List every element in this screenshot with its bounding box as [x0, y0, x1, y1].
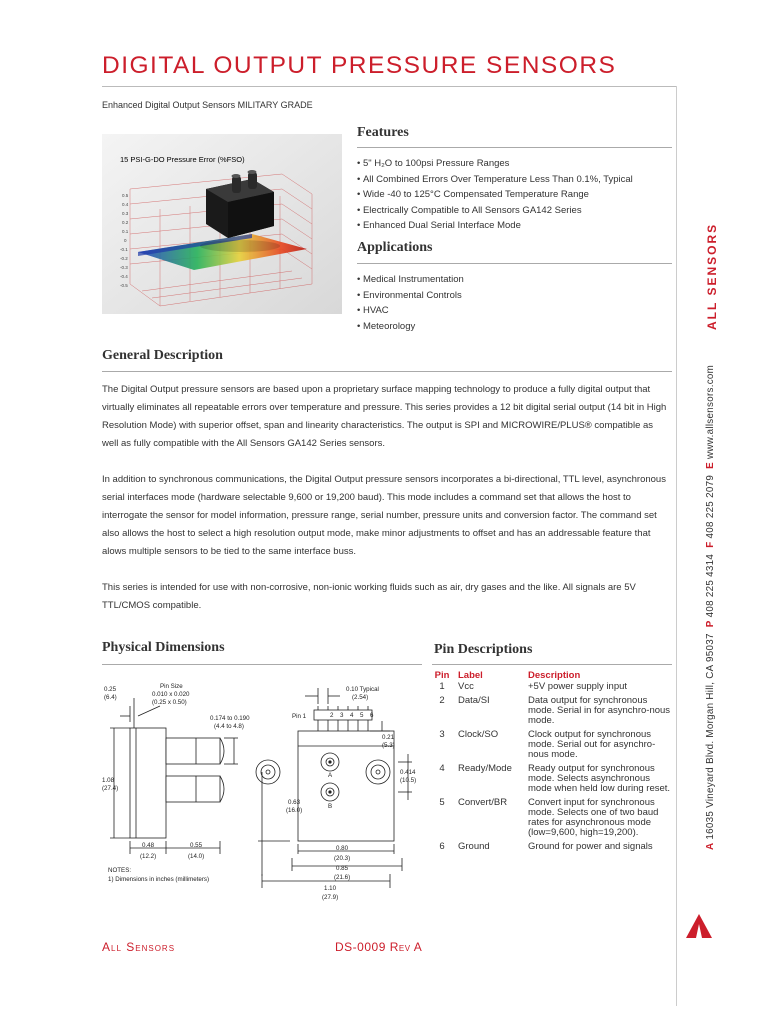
product-photo — [102, 134, 342, 314]
table-row — [432, 730, 672, 764]
dim-label: 1.10 — [324, 885, 337, 892]
notes-text: 1) Dimensions in inches (millimeters) — [108, 876, 210, 883]
table-row — [432, 764, 672, 798]
pin-description: Data output for synchronous mode. Serial in for asynchro-nous mode. — [528, 695, 671, 726]
sidebar-contact — [705, 365, 716, 850]
sidebar-phone: 408 225 4314 — [705, 553, 716, 618]
application-item: • Meteorology — [357, 319, 464, 335]
pin-number: 5 — [439, 797, 445, 808]
pin-number-label: 3 — [340, 712, 344, 719]
footer-company: All Sensors — [102, 940, 176, 954]
table-row — [432, 696, 672, 730]
svg-text:0.1: 0.1 — [122, 229, 129, 234]
port-a-label: A — [328, 772, 333, 779]
application-item: • Medical Instrumentation — [357, 272, 464, 288]
svg-text:0: 0 — [124, 238, 127, 243]
dim-label: 0.21 — [382, 734, 395, 741]
dim-label: 0.63 — [288, 799, 301, 806]
column-header-pin: Pin — [434, 669, 450, 681]
pin-table — [432, 668, 672, 856]
pin-description: +5V power supply input — [528, 681, 628, 692]
svg-text:0.4: 0.4 — [122, 202, 129, 207]
dim-label: (0.25 x 0.50) — [152, 699, 187, 706]
pin-descriptions-heading: Pin Descriptions — [434, 642, 533, 657]
photo-chart-title: 15 PSI-G-DO Pressure Error (%FSO) — [120, 155, 245, 164]
pin-number-label: 6 — [370, 712, 374, 719]
dim-label: 0.55 — [190, 842, 203, 849]
svg-text:-0.4: -0.4 — [120, 274, 128, 279]
features-list — [357, 156, 633, 234]
applications-heading: Applications — [357, 240, 433, 255]
sidebar-divider — [676, 86, 677, 1006]
application-item: • HVAC — [357, 303, 464, 319]
dim-label: (27.4) — [102, 785, 119, 792]
pin-number-label: 4 — [350, 712, 354, 719]
pin-label: Convert/BR — [458, 797, 508, 808]
fax-marker: F — [705, 541, 716, 548]
title-divider — [102, 86, 676, 87]
dim-label: (6.4) — [104, 694, 117, 701]
table-row — [432, 842, 672, 856]
pin-label: Data/SI — [458, 695, 490, 706]
pin-number: 3 — [439, 729, 445, 740]
pin-number: 6 — [439, 841, 445, 852]
pin-description: Clock output for synchronous mode. Serial out for asynchro-nous mode. — [528, 729, 656, 760]
table-row — [432, 682, 672, 696]
dim-label: Pin 1 — [292, 713, 307, 720]
dim-label: (27.9) — [322, 894, 339, 901]
dim-label: 1.08 — [102, 777, 115, 784]
general-divider — [102, 371, 672, 372]
features-heading: Features — [357, 125, 409, 140]
pin-number-label: 2 — [330, 712, 334, 719]
page-subtitle: Enhanced Digital Output Sensors MILITARY GRADE — [102, 100, 313, 110]
dim-label: (16.0) — [286, 807, 303, 814]
description-paragraph: In addition to synchronous communications, the Digital Output pressure sensors incorporates a bi-directional, TTL level, asynchronous serial interfaces mode (hardware selectable 9,600 or 19,200 baud). This mode includes a command set that allows the host to interrogate the sensor for model information, pressure range, serial number, pressure units and conversion factor. The command set also allows the host to select a high resolution output mode, make minor adjustments to offset and has an addressable feature that alows multiple sensors to be tied to the same interface buss. — [102, 474, 666, 557]
footer-doc-number: DS-0009 Rev A — [335, 940, 423, 954]
dim-label: 0.80 — [336, 845, 349, 852]
column-header-label: Label — [458, 669, 483, 681]
pin-description: Ground for power and signals — [528, 841, 653, 852]
sidebar-address: 16035 Vineyard Blvd. Morgan Hill, CA 95037 — [705, 633, 716, 840]
svg-text:0.5: 0.5 — [122, 193, 129, 198]
dim-label: Pin Size — [160, 683, 183, 690]
dim-label: (2.54) — [352, 694, 369, 701]
company-logo-icon — [684, 912, 714, 938]
physical-divider — [102, 664, 422, 665]
svg-text:-0.5: -0.5 — [120, 283, 128, 288]
dim-label: (10.5) — [400, 777, 417, 784]
notes-title: NOTES: — [108, 867, 132, 874]
description-paragraph: The Digital Output pressure sensors are based upon a proprietary surface mapping technology to produce a fully digital output that virtually eliminates all repeatable errors over temperature and pressure. This series provides a 12 bit digital serial output (14 bit in High Resolution Mode) with superior offset, span and linearity characteristics. The output is SPI and MICROWIRE/PLUS® compatible as well as fully compatible with the All Sensors GA142 Series sensors. — [102, 384, 667, 449]
pin-label: Ground — [458, 841, 490, 852]
port-b-label: B — [328, 803, 333, 810]
sidebar-fax: 408 225 2079 — [705, 474, 716, 539]
svg-text:0.2: 0.2 — [122, 220, 129, 225]
dim-label: (4.4 to 4.8) — [214, 723, 244, 730]
svg-text:0.3: 0.3 — [122, 211, 129, 216]
dim-label: (14.0) — [188, 853, 205, 860]
dim-label: 0.010 x 0.020 — [152, 691, 190, 698]
pin-number: 2 — [439, 695, 445, 706]
svg-text:-0.1: -0.1 — [120, 247, 128, 252]
applications-list — [357, 272, 464, 334]
phone-marker: P — [705, 620, 716, 628]
feature-item: • Wide -40 to 125°C Compensated Temperature Range — [357, 187, 633, 203]
description-paragraph: This series is intended for use with non-corrosive, non-ionic working fluids such as air, dry gases and the like. All signals are 5V TTL/CMOS compatible. — [102, 582, 636, 611]
dim-label: (21.6) — [334, 874, 351, 881]
feature-item: • 5" H₂O to 100psi Pressure Ranges — [357, 156, 633, 172]
dim-label: 0.174 to 0.190 — [210, 715, 250, 722]
feature-item: • Electrically Compatible to All Sensors GA142 Series — [357, 203, 633, 219]
dim-label: 0.414 — [400, 769, 416, 776]
dimension-drawing — [100, 676, 432, 912]
pin-label: Clock/SO — [458, 729, 499, 740]
general-description-heading: General Description — [102, 348, 223, 363]
feature-item: • Enhanced Dual Serial Interface Mode — [357, 218, 633, 234]
pin-label: Ready/Mode — [458, 763, 512, 774]
pin-label: Vcc — [458, 681, 474, 692]
dim-label: 0.10 Typical — [346, 686, 379, 693]
svg-text:-0.3: -0.3 — [120, 265, 128, 270]
dim-label: 0.48 — [142, 842, 155, 849]
table-row — [432, 798, 672, 842]
sidebar-brand: ALL SENSORS — [705, 222, 719, 330]
features-divider — [357, 147, 672, 148]
address-marker: A — [705, 842, 716, 850]
applications-divider — [357, 263, 672, 264]
pin-description: Ready output for synchronous mode. Selects asynchronous mode when held low during reset. — [528, 763, 671, 794]
dim-label: 0.25 — [104, 686, 117, 693]
web-marker: E — [705, 462, 716, 469]
pins-divider — [432, 664, 672, 665]
application-item: • Environmental Controls — [357, 288, 464, 304]
pin-number-label: 5 — [360, 712, 364, 719]
pin-number: 1 — [439, 681, 445, 692]
dim-label: (5.3) — [382, 742, 395, 749]
dim-label: (20.3) — [334, 855, 351, 862]
feature-item: • All Combined Errors Over Temperature Less Than 0.1%, Typical — [357, 172, 633, 188]
dim-label: (12.2) — [140, 853, 157, 860]
dim-label: 0.85 — [336, 865, 349, 872]
svg-text:-0.2: -0.2 — [120, 256, 128, 261]
pin-description: Convert input for synchronous mode. Selects one of two baud rates for asynchronous mode (low=9,600, high=19,200). — [528, 797, 659, 838]
physical-dimensions-heading: Physical Dimensions — [102, 640, 225, 655]
sidebar-web: www.allsensors.com — [705, 364, 716, 459]
pin-number: 4 — [439, 763, 445, 774]
page-title: DIGITAL OUTPUT PRESSURE SENSORS — [102, 52, 617, 79]
column-header-description: Description — [528, 669, 581, 681]
general-description-body — [102, 381, 668, 615]
